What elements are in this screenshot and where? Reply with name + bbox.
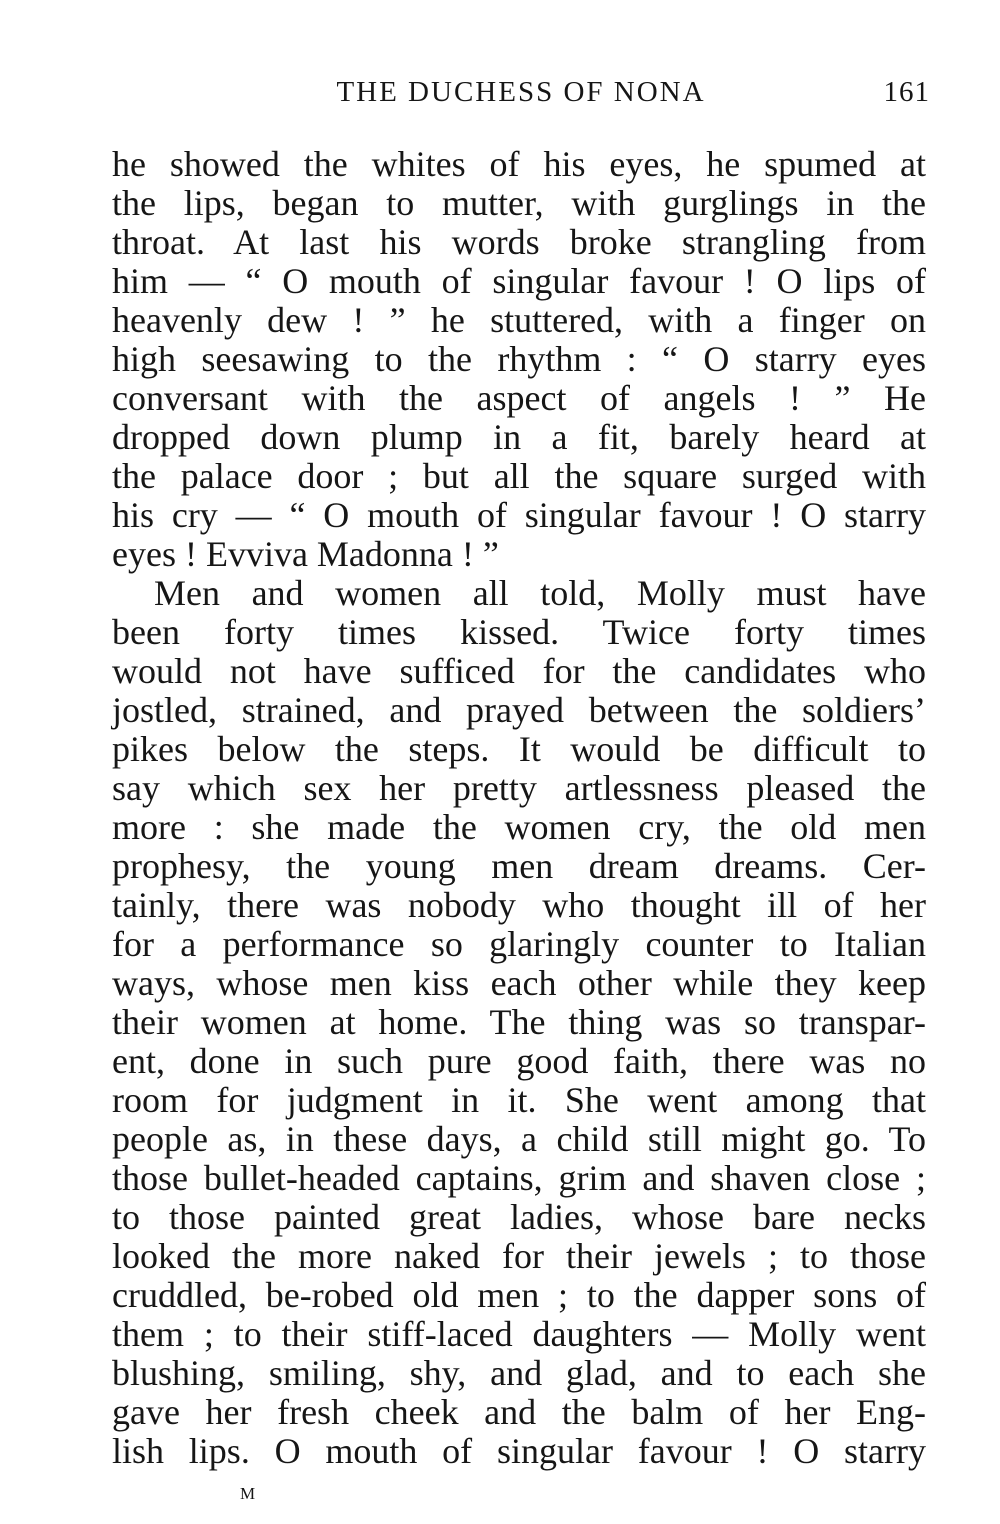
text-line: ways, whose men kiss each other while they keep	[112, 963, 926, 1003]
text-line: been forty times kissed. Twice forty times	[112, 612, 926, 652]
running-title: THE DUCHESS OF NONA	[336, 76, 706, 108]
text-line: gave her fresh cheek and the balm of her Eng-	[112, 1392, 926, 1432]
text-line: room for judgment in it. She went among that	[112, 1080, 926, 1120]
text-line: would not have sufficed for the candidates who	[112, 651, 926, 691]
text-line: cruddled, be-robed old men ; to the dapper sons of	[112, 1275, 926, 1315]
text-line: blushing, smiling, shy, and glad, and to each she	[112, 1353, 926, 1393]
text-line: ent, done in such pure good faith, there was no	[112, 1041, 926, 1081]
body-text	[112, 145, 926, 1471]
text-line: jostled, strained, and prayed between the soldiers’	[112, 690, 926, 730]
page-header	[112, 76, 930, 116]
text-line: he showed the whites of his eyes, he spumed at	[112, 144, 926, 184]
text-line: high seesawing to the rhythm : “ O starry eyes	[112, 339, 926, 379]
text-line: those bullet-headed captains, grim and shaven close ;	[112, 1158, 926, 1198]
text-line: Men and women all told, Molly must have	[154, 573, 926, 613]
text-line: prophesy, the young men dream dreams. Cer-	[112, 846, 926, 886]
text-line: dropped down plump in a fit, barely heard at	[112, 417, 926, 457]
text-line: them ; to their stiff-laced daughters — Molly went	[112, 1314, 926, 1354]
page-number: 161	[883, 76, 930, 108]
text-line: for a performance so glaringly counter to Italian	[112, 924, 926, 964]
text-line: people as, in these days, a child still might go. To	[112, 1119, 926, 1159]
text-line: eyes ! Evviva Madonna ! ”	[112, 534, 499, 574]
text-line: tainly, there was nobody who thought ill of her	[112, 885, 926, 925]
text-line: their women at home. The thing was so transpar-	[112, 1002, 926, 1042]
text-line: say which sex her pretty artlessness pleased the	[112, 768, 926, 808]
text-line: the palace door ; but all the square surged with	[112, 456, 926, 496]
text-line: pikes below the steps. It would be difficult to	[112, 729, 926, 769]
text-line: lish lips. O mouth of singular favour ! O starry	[112, 1431, 926, 1471]
text-line: heavenly dew ! ” he stuttered, with a finger on	[112, 300, 926, 340]
text-line: the lips, began to mutter, with gurglings in the	[112, 183, 926, 223]
signature-mark: M	[240, 1484, 257, 1503]
text-line: throat. At last his words broke strangling from	[112, 222, 926, 262]
text-line: his cry — “ O mouth of singular favour ! O starry	[112, 495, 926, 535]
text-line: him — “ O mouth of singular favour ! O lips of	[112, 261, 926, 301]
text-line: more : she made the women cry, the old men	[112, 807, 926, 847]
text-line: conversant with the aspect of angels ! ” He	[112, 378, 926, 418]
text-line: to those painted great ladies, whose bare necks	[112, 1197, 926, 1237]
text-line: looked the more naked for their jewels ; to those	[112, 1236, 926, 1276]
